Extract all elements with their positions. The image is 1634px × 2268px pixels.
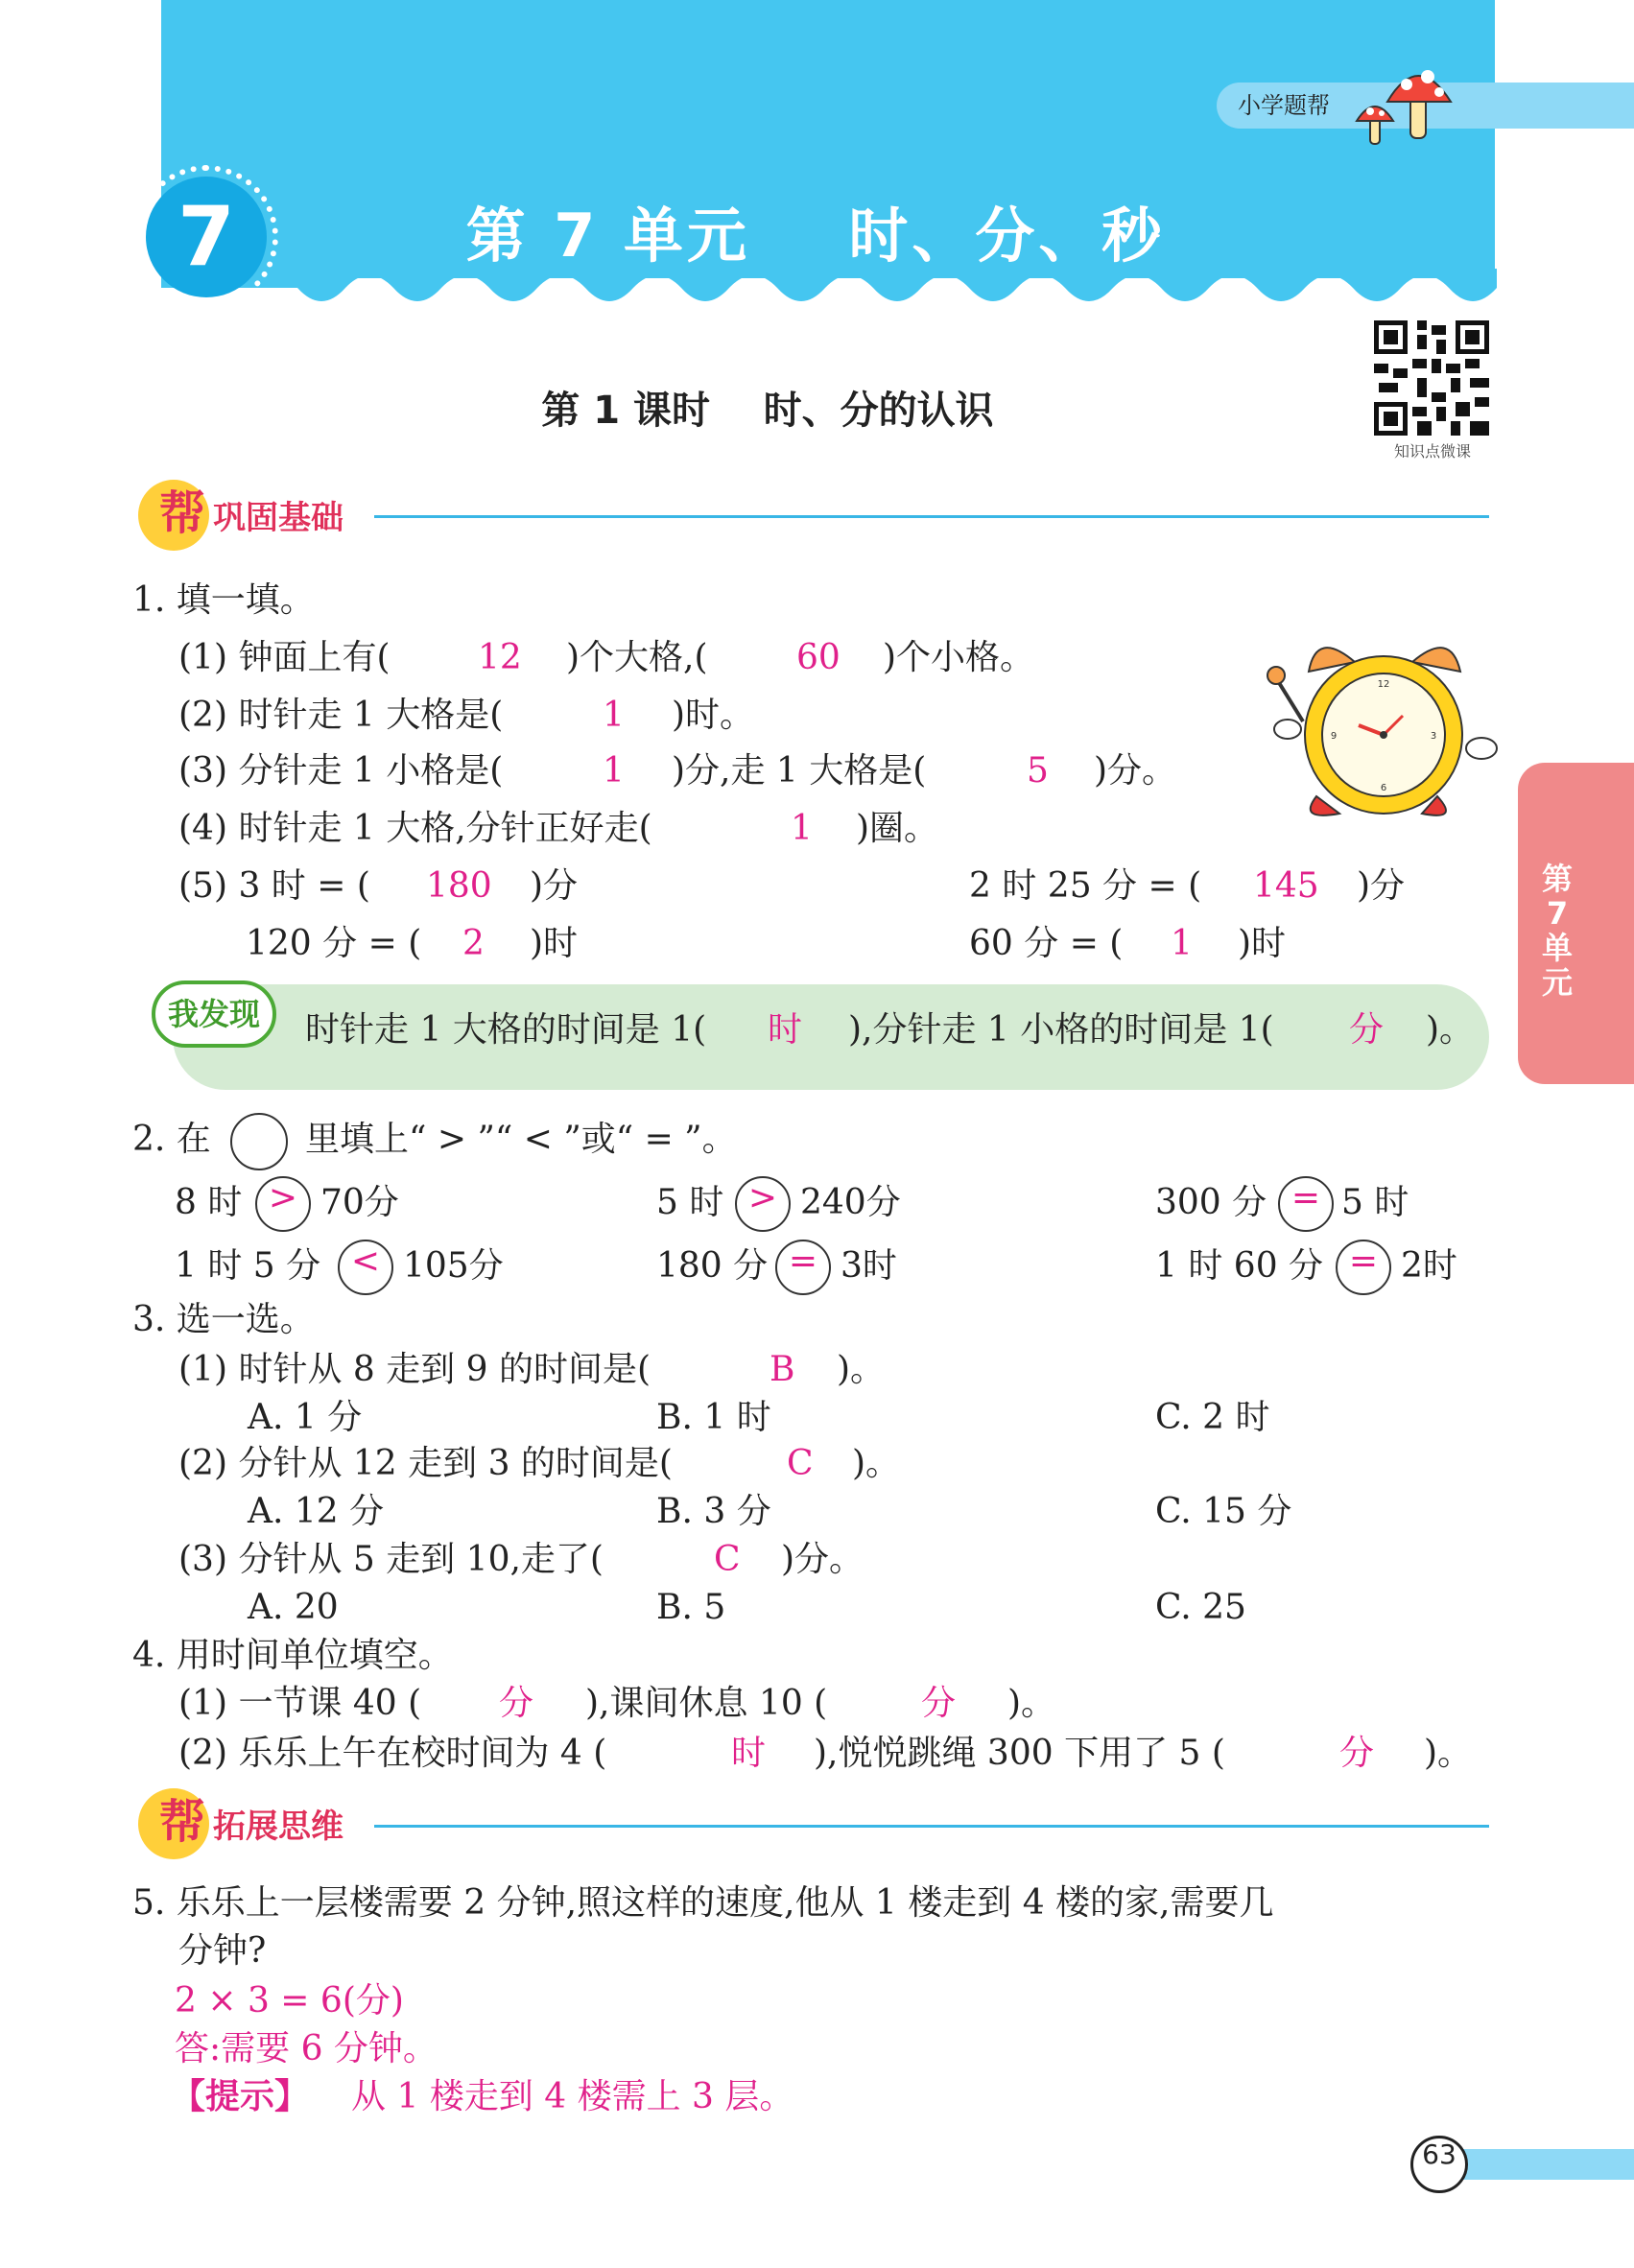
q3-sub3-option-a: A. 20 (248, 1588, 339, 1627)
q3-sub1-answer: B (770, 1350, 795, 1389)
q3-sub2-option-b: B. 3 分 (656, 1492, 771, 1531)
q3-sub3-option-c: C. 25 (1155, 1588, 1246, 1627)
section-bang-extend: 帮 (159, 1795, 206, 1849)
section-divider-extend (374, 1825, 1489, 1828)
q4-sub2-answer-2: 分 (1339, 1734, 1375, 1773)
q1-row1-text-a: (1) 钟面上有( (178, 638, 391, 677)
q1-answer-9: 2 (462, 924, 485, 963)
q1-row5-text-c: 2 时 25 分 = ( (969, 866, 1202, 906)
q1-row6-text-a: 120 分 = ( (246, 924, 422, 963)
q4-sub1-answer-1: 分 (499, 1684, 534, 1723)
q2-item1-right: 70分 (320, 1183, 399, 1222)
q1-row2-text-b: )时。 (672, 696, 755, 735)
q4-sub2-text-a: (2) 乐乐上午在校时间为 4 ( (178, 1734, 607, 1773)
q2-item5-left: 180 分 (656, 1246, 769, 1286)
discovery-text-b: ),分针走 1 小格的时间是 1( (848, 1010, 1274, 1050)
q1-row4-text-b: )圈。 (856, 809, 939, 848)
discovery-text-a: 时针走 1 大格的时间是 1( (305, 1010, 707, 1050)
section-title-basic: 巩固基础 (213, 499, 343, 537)
q4-sub1-text-a: (1) 一节课 40 ( (178, 1684, 422, 1723)
unit-side-tab-label: 第7单元 (1541, 861, 1573, 1001)
q3-sub2-option-c: C. 15 分 (1155, 1492, 1292, 1531)
q1-row5-text-a: (5) 3 时 = ( (178, 866, 370, 906)
q5-calculation: 2 × 3 = 6(分) (175, 1981, 404, 2020)
q4-sub2-text-c: )。 (1424, 1734, 1473, 1773)
discovery-answer-2: 分 (1349, 1010, 1385, 1050)
svg-text:6: 6 (1380, 783, 1387, 793)
q1-row2-text-a: (2) 时针走 1 大格是( (178, 696, 504, 735)
section-divider-basic (374, 515, 1489, 518)
svg-text:9: 9 (1330, 731, 1338, 742)
q4-sub1-text-c: )。 (1007, 1684, 1056, 1723)
discovery-answer-1: 时 (768, 1010, 803, 1050)
q2-item2-sign: > (735, 1176, 791, 1232)
section-bang-basic: 帮 (159, 486, 206, 540)
q1-row1-text-b: )个大格,( (566, 638, 708, 677)
q1-answer-3: 1 (603, 696, 625, 735)
q2-item2-left: 5 时 (656, 1183, 724, 1222)
q1-row6-text-c: 60 分 = ( (969, 924, 1124, 963)
q1-row5-text-b: )分 (530, 866, 579, 906)
q3-sub3-text-a: (3) 分针从 5 走到 10,走了( (178, 1540, 604, 1579)
q2-item5-right: 3时 (841, 1246, 897, 1286)
q2-item1-sign: > (255, 1176, 311, 1232)
unit-number-badge: 7 (146, 177, 267, 297)
q1-row3-text-a: (3) 分针走 1 小格是( (178, 751, 504, 791)
q2-item2-right: 240分 (800, 1183, 901, 1222)
qr-code-icon[interactable] (1374, 320, 1489, 436)
q1-row1-text-c: )个小格。 (883, 638, 1035, 677)
q3-sub2-answer: C (787, 1444, 814, 1483)
q4-sub1-answer-2: 分 (921, 1684, 957, 1723)
q2-item4-left: 1 时 5 分 (175, 1246, 321, 1286)
q2-item5-sign: = (775, 1240, 831, 1295)
q1-answer-8: 145 (1253, 866, 1319, 906)
discovery-tag: 我发现 (152, 980, 276, 1048)
q4-sub1-text-b: ),课间休息 10 ( (585, 1684, 828, 1723)
q2-item3-right: 5 时 (1341, 1183, 1409, 1222)
question-4-title: 4. 用时间单位填空。 (132, 1636, 453, 1675)
page-number: 63 (1410, 2136, 1468, 2193)
q2-item6-sign: = (1336, 1240, 1391, 1295)
q1-answer-2: 60 (796, 638, 841, 677)
q1-answer-1: 12 (478, 638, 522, 677)
q3-sub1-option-b: B. 1 时 (656, 1398, 771, 1437)
alarm-clock-icon (1259, 633, 1508, 825)
section-title-extend: 拓展思维 (213, 1807, 343, 1846)
mushroom-icon (1353, 56, 1458, 152)
question-5-line-2: 分钟? (178, 1931, 267, 1971)
q1-row5-text-d: )分 (1357, 866, 1406, 906)
q1-row4-text-a: (4) 时针走 1 大格,分针正好走( (178, 809, 652, 848)
q2-item4-sign: < (338, 1240, 393, 1295)
q3-sub1-option-a: A. 1 分 (248, 1398, 363, 1437)
q3-sub2-option-a: A. 12 分 (248, 1492, 385, 1531)
svg-text:3: 3 (1430, 731, 1437, 742)
q2-item3-sign: = (1278, 1176, 1334, 1232)
q5-hint-text: 从 1 楼走到 4 楼需上 3 层。 (351, 2077, 794, 2116)
q3-sub1-text-b: )。 (837, 1350, 886, 1389)
discovery-text-c: )。 (1426, 1010, 1475, 1050)
question-5-line-1: 5. 乐乐上一层楼需要 2 分钟,照这样的速度,他从 1 楼走到 4 楼的家,需要几 (132, 1883, 1274, 1923)
q3-sub1-option-c: C. 2 时 (1155, 1398, 1270, 1437)
q2-item1-left: 8 时 (175, 1183, 243, 1222)
q3-sub2-text-a: (2) 分针从 12 走到 3 的时间是( (178, 1444, 673, 1483)
q1-answer-6: 1 (791, 809, 813, 848)
q1-row6-text-d: )时 (1238, 924, 1287, 963)
q1-row3-text-b: )分,走 1 大格是( (672, 751, 927, 791)
q2-item4-right: 105分 (403, 1246, 504, 1286)
q1-answer-4: 1 (603, 751, 625, 791)
q1-row3-text-c: )分。 (1094, 751, 1177, 791)
q4-sub2-answer-1: 时 (731, 1734, 767, 1773)
question-3-title: 3. 选一选。 (132, 1300, 315, 1339)
series-tag-label: 小学题帮 (1238, 92, 1330, 119)
question-2-title-b: 里填上“ > ”“ < ”或“ = ”。 (305, 1120, 737, 1159)
q1-answer-7: 180 (426, 866, 492, 906)
q2-item3-left: 300 分 (1155, 1183, 1267, 1222)
q1-row6-text-b: )时 (530, 924, 579, 963)
q2-item6-left: 1 时 60 分 (1155, 1246, 1324, 1286)
unit-title: 第 7 单元 时、分、秒 (465, 201, 1166, 271)
q1-answer-10: 1 (1171, 924, 1193, 963)
q3-sub1-text-a: (1) 时针从 8 走到 9 的时间是( (178, 1350, 651, 1389)
qr-caption: 知识点微课 (1393, 442, 1471, 461)
svg-text:12: 12 (1377, 679, 1390, 690)
question-1-title: 1. 填一填。 (132, 580, 315, 620)
banner-wave (144, 269, 1497, 326)
q1-answer-5: 5 (1027, 751, 1049, 791)
q2-item6-right: 2时 (1401, 1246, 1457, 1286)
q5-answer: 答:需要 6 分钟。 (175, 2029, 438, 2068)
q4-sub2-text-b: ),悦悦跳绳 300 下用了 5 ( (814, 1734, 1225, 1773)
q3-sub3-answer: C (714, 1540, 741, 1579)
empty-circle-icon (230, 1113, 288, 1170)
question-2-title-a: 2. 在 (132, 1120, 211, 1159)
q5-hint-label: 【提示】 (171, 2077, 310, 2116)
q3-sub2-text-b: )。 (852, 1444, 901, 1483)
q3-sub3-option-b: B. 5 (656, 1588, 726, 1627)
lesson-title: 第 1 课时 时、分的认识 (541, 389, 994, 433)
q3-sub3-text-b: )分。 (781, 1540, 864, 1579)
